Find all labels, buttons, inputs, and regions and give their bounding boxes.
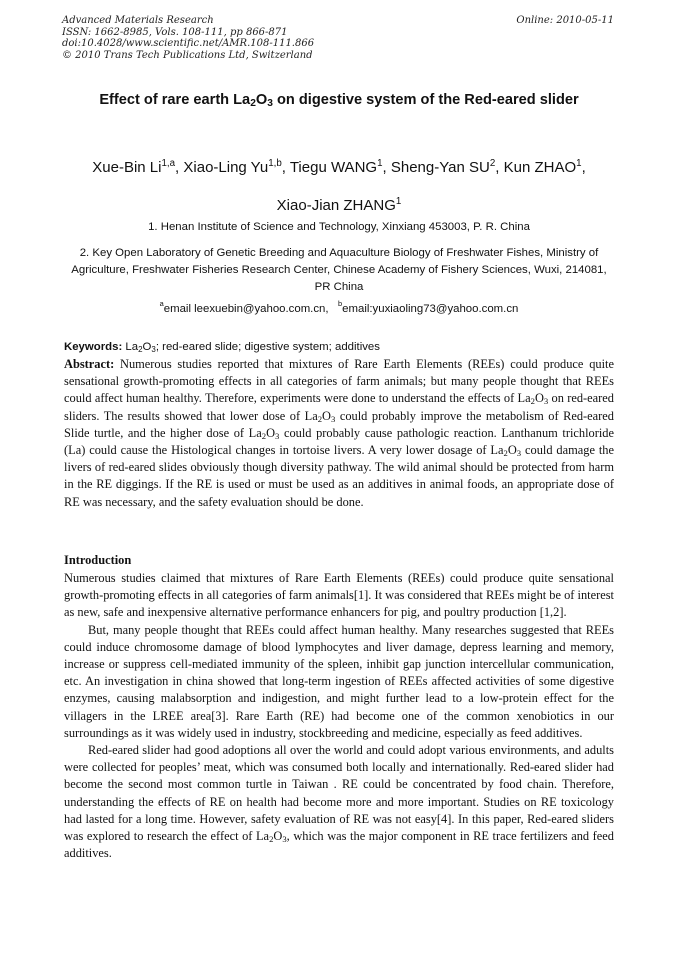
chem-subscript: 2 [261,430,267,441]
introduction-body [64,570,614,862]
title-text-end: on digestive system of the Red-eared slider [272,92,579,108]
email-mark-b: b [338,299,343,308]
email-b: email:yuxiaoling73@yahoo.com.cn [342,303,519,315]
chem-oxygen: O [507,443,517,458]
paragraph: But, many people thought that REEs could affect human healthy. Many researches suggested that REEs could induce chromosome damage of blood lymphocytes and liver damage, depress learning and memory, increase or suppress cell-mediated immunity of the spleen, inhibit gap junction intercellular communication, etc. An investigation in china showed that long-term ingestion of REEs affected activities of some digestive enzymes, causing malabsorption and indigestion, and might further lead to a low-protein effect for the villagers in the LREE area[3]. Rare Earth (RE) had become one of the common xenobiotics in our surroundings as it was widely used in industry, stockbreeding and medicine, especially as feed additives. [64,622,614,740]
author-separator: , [175,159,184,176]
abstract-text: could probably improve the metabolism of Red-eared Slide turtle, and the higher dose of La [64,408,614,440]
author-separator: , [382,159,391,176]
chem-oxygen: O [273,829,283,844]
keyword-subscript: 3 [151,345,156,354]
paragraph-text: , which was the major component in RE trace fertilizers and feed additives. [64,829,614,861]
chem-subscript: 3 [275,430,280,441]
journal-name: Advanced Materials Research [62,15,214,26]
paragraph-text: Red-eared slider had good adoptions all over the world and could adopt various environments, and adults were collected for peoples’ meat, which was consumed both locally and internationally. Red-eared slider had become the second most common turtle in Taiwan . RE could be concentrated by food chain. Therefore, understanding the effects of RE on health had become more and more important. Studies on RE toxicology had lasted for a long time. However, safety evaluation of RE was not easy[4]. In this paper, Red-eared sliders was explored to research the effect of La [64,743,614,844]
abstract [64,356,614,511]
author-affiliation-mark: 1,a [161,158,176,169]
paper-title [0,92,678,108]
chem-subscript: 3 [282,834,287,845]
doi-line: doi:10.4028/www.scientific.net/AMR.108-111.866 [62,38,315,49]
author-affiliation-mark: 1 [377,158,383,169]
author-name: Xiao-Jian ZHANG [276,197,396,214]
chem-subscript: 3 [543,396,549,407]
abstract-text: could probably cause pathologic reaction. Lanthanum trichloride (La) could cause the Histological changes in tortoise livers. A very lower dosage of La [64,425,614,458]
author-name: Xiao-Ling Yu [183,159,269,176]
chem-oxygen: O [534,391,544,406]
author-name: Xue-Bin Li [92,159,162,176]
chem-subscript: 2 [269,834,274,845]
chem-oxygen: O [322,408,331,423]
author-separator: , [281,159,290,176]
author-name: Kun ZHAO [503,159,577,176]
affiliation-2: 2. Key Open Laboratory of Genetic Breeding and Aquaculture Biology of Freshwater Fishes, Ministry of Agriculture, Freshwater Fisheries Research Center, Chinese Academy of Fishery Sciences, Wuxi, 214081, PR China [71,247,607,293]
keyword-chem: La [125,341,139,353]
section-heading-introduction: Introduction [64,553,132,567]
author-list [30,149,648,225]
keyword-chem-oxygen: O [142,341,152,353]
chem-subscript: 2 [317,413,323,424]
abstract-text: Numerous studies reported that mixtures of Rare Earth Elements (REEs) could produce quite sensational growth-promoting effects in all categories of farm animals; but many people thought that REEs could affect human healthy. Therefore, experiments were done to understand the effects of La [64,357,614,406]
chem-subscript: 3 [516,448,522,459]
chem-oxygen: O [266,425,276,440]
author-separator: , [581,159,586,176]
keywords-label: Keywords: [64,341,123,353]
keywords-text: ; red-eared slide; digestive system; additives [155,341,380,353]
paragraph [64,742,614,862]
copyright-line: © 2010 Trans Tech Publications Ltd, Switzerland [62,49,313,61]
title-subscript: 2 [250,98,256,109]
title-subscript: 3 [267,98,273,109]
journal-header [62,15,314,61]
issn-line: ISSN: 1662-8985, Vols. 108-111, pp 866-871 [62,26,288,38]
paragraph: Numerous studies claimed that mixtures of Rare Earth Elements (REEs) could produce quite sensational growth-promoting effects in all categories of farm animals[1]. It was considered that REEs might be of interest as new, safe and inexpensive alternative performance enhancers for pig, and poultry production [1,2]. [64,571,614,620]
title-text-oxygen: O [255,92,268,108]
email-mark-a: a [159,299,164,308]
chem-subscript: 2 [530,396,535,407]
keyword-subscript: 2 [138,345,143,354]
online-date: Online: 2010-05-11 [516,15,614,26]
author-name: Sheng-Yan SU [390,159,490,176]
author-name: Tiegu WANG [289,159,378,176]
author-emails [64,299,614,315]
email-a: email leexuebin@yahoo.com.cn, [163,303,329,315]
abstract-label: Abstract: [64,357,115,371]
author-affiliation-mark: 1 [395,196,402,207]
author-affiliation-mark: 2 [489,158,496,169]
abstract-text: on red-eared sliders. The results showed that lower dose of La [64,391,614,423]
chem-subscript: 3 [331,413,336,424]
author-affiliation-mark: 1,b [268,158,282,169]
title-text-start: Effect of rare earth La [99,92,251,108]
abstract-text: could damage the livers of red-eared slides obviously though diversity pathway. The wild animal should be protected from harm in the RE diggings. If the RE is used or must be used as an additives in animal foods, an appropriate dose of RE was necessary, and the safety evaluation should be done. [64,443,614,509]
keywords [64,341,614,353]
author-separator: , [495,159,504,176]
affiliation-1: 1. Henan Institute of Science and Technology, Xinxiang 453003, P. R. China [148,221,530,233]
chem-subscript: 2 [503,448,508,459]
author-affiliation-mark: 1 [576,158,582,169]
